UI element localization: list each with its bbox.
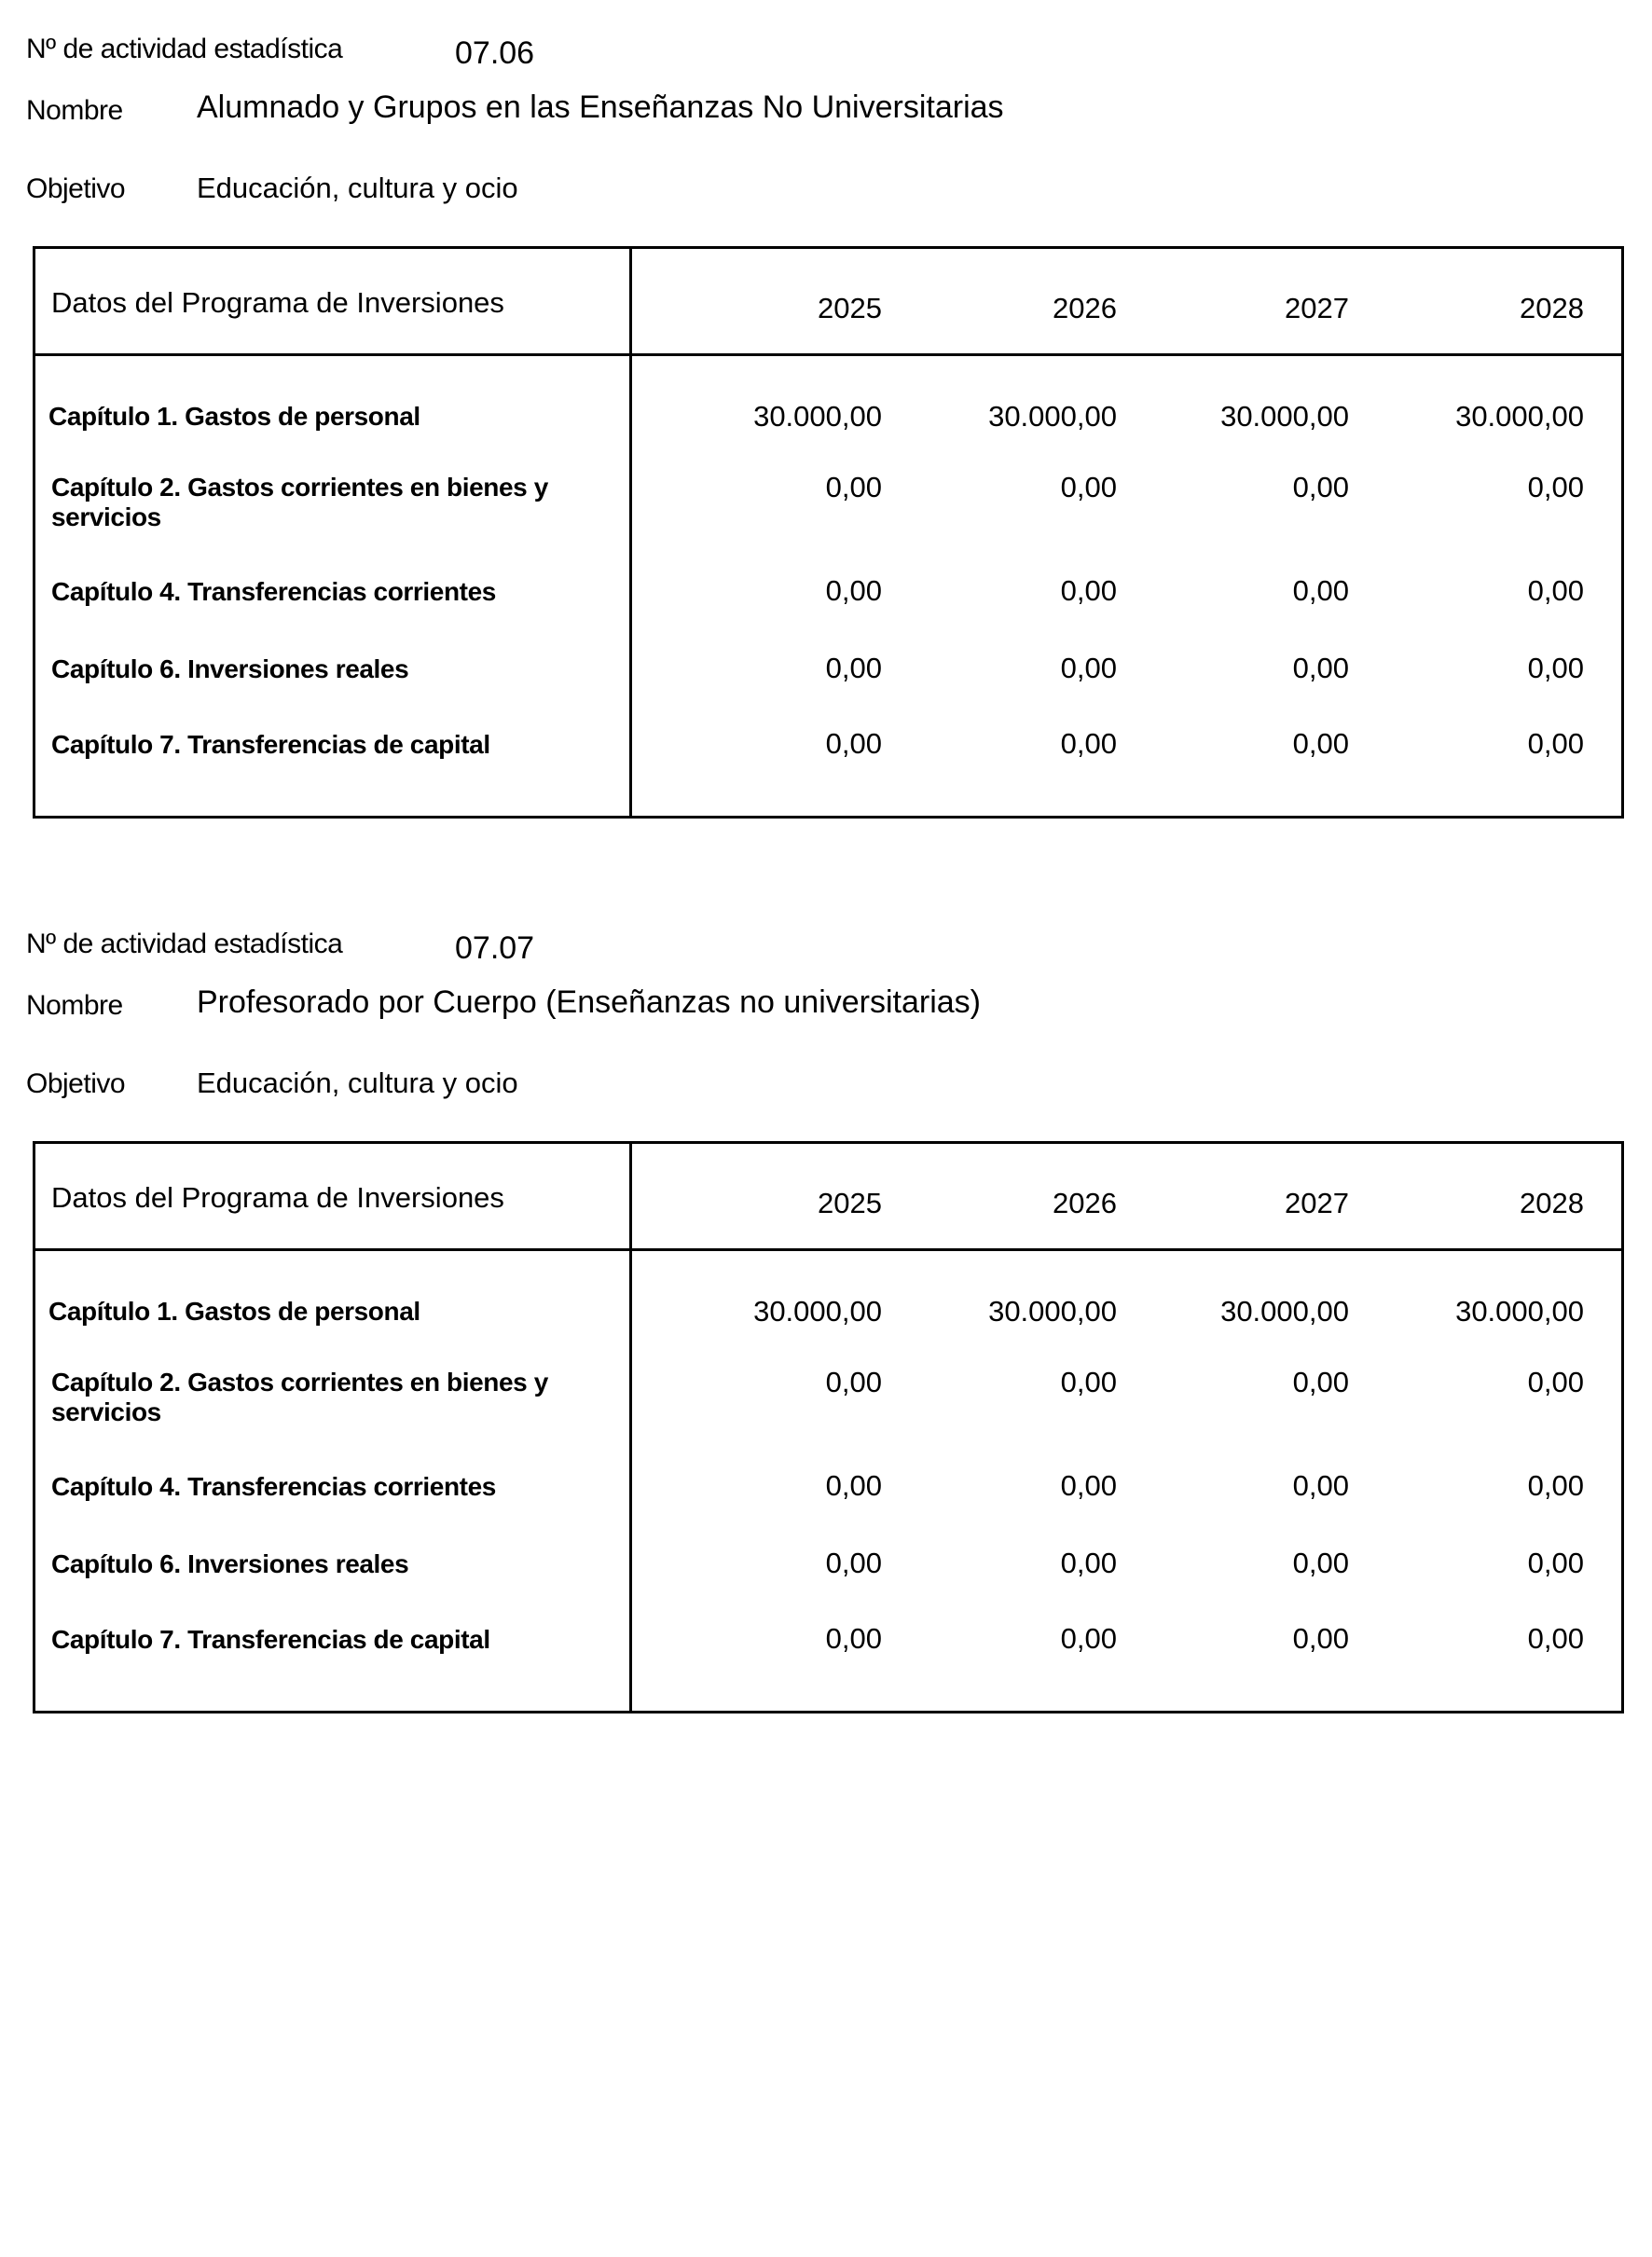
table-row-label: Capítulo 7. Transferencias de capital — [51, 730, 490, 759]
table-cell: 0,00 — [825, 652, 882, 684]
table-cell: 0,00 — [825, 727, 882, 760]
table-header-divider — [35, 353, 1621, 356]
table-row-label: Capítulo 2. Gastos corrientes en bienes y servicios — [51, 473, 548, 531]
table-cell: 0,00 — [1060, 1366, 1117, 1398]
objective-label: Objetivo — [26, 173, 126, 204]
table-cell: 0,00 — [1060, 652, 1117, 684]
table-row-label: Capítulo 6. Inversiones reales — [51, 1549, 409, 1578]
table-cell: 0,00 — [1527, 652, 1584, 684]
year-header: 2028 — [1520, 292, 1584, 324]
objective-label: Objetivo — [26, 1068, 126, 1099]
table-cell: 30.000,00 — [753, 400, 882, 433]
activity-name: Alumnado y Grupos en las Enseñanzas No Universitarias — [197, 89, 1004, 125]
table-cell: 0,00 — [1527, 727, 1584, 760]
table-cell: 0,00 — [1527, 1469, 1584, 1502]
table-cell: 30.000,00 — [988, 1295, 1117, 1328]
activity-number: 07.07 — [455, 930, 535, 966]
table-cell: 0,00 — [1292, 574, 1349, 607]
investment-table — [33, 246, 1624, 819]
activity-name: Profesorado por Cuerpo (Enseñanzas no universitarias) — [197, 984, 982, 1020]
table-cell: 30.000,00 — [988, 400, 1117, 433]
table-cell: 0,00 — [1292, 1469, 1349, 1502]
table-cell: 0,00 — [1527, 1547, 1584, 1579]
table-column-divider — [629, 1144, 632, 1711]
year-header: 2025 — [818, 1187, 882, 1219]
table-cell: 0,00 — [1060, 574, 1117, 607]
table-column-divider — [629, 249, 632, 816]
table-header-title: Datos del Programa de Inversiones — [51, 1181, 504, 1214]
table-cell: 0,00 — [1292, 727, 1349, 760]
activity-section-2 — [0, 895, 1652, 1734]
table-cell: 0,00 — [825, 1547, 882, 1579]
year-header: 2027 — [1285, 292, 1349, 324]
activity-objective: Educación, cultura y ocio — [197, 1067, 518, 1099]
table-cell: 0,00 — [1292, 1622, 1349, 1655]
table-cell: 30.000,00 — [1455, 400, 1584, 433]
year-header: 2027 — [1285, 1187, 1349, 1219]
table-row-label: Capítulo 1. Gastos de personal — [48, 402, 420, 431]
table-cell: 0,00 — [1060, 471, 1117, 503]
table-cell: 30.000,00 — [753, 1295, 882, 1328]
table-cell: 0,00 — [1527, 1622, 1584, 1655]
name-label: Nombre — [26, 95, 123, 126]
table-cell: 0,00 — [825, 1366, 882, 1398]
table-cell: 0,00 — [1292, 1547, 1349, 1579]
table-row-label: Capítulo 7. Transferencias de capital — [51, 1625, 490, 1654]
table-cell: 0,00 — [1060, 1469, 1117, 1502]
table-row-label: Capítulo 1. Gastos de personal — [48, 1297, 420, 1326]
table-cell: 0,00 — [1527, 574, 1584, 607]
table-cell: 0,00 — [1060, 1547, 1117, 1579]
activity-objective: Educación, cultura y ocio — [197, 172, 518, 204]
table-cell: 0,00 — [825, 574, 882, 607]
table-header-title: Datos del Programa de Inversiones — [51, 286, 504, 319]
table-row-label: Capítulo 2. Gastos corrientes en bienes y servicios — [51, 1368, 548, 1426]
activity-section-1 — [0, 0, 1652, 839]
table-row-label: Capítulo 4. Transferencias corrientes — [51, 1472, 496, 1501]
year-header: 2025 — [818, 292, 882, 324]
table-cell: 30.000,00 — [1220, 1295, 1349, 1328]
table-cell: 30.000,00 — [1455, 1295, 1584, 1328]
table-row-label: Capítulo 4. Transferencias corrientes — [51, 577, 496, 606]
table-cell: 0,00 — [1060, 1622, 1117, 1655]
year-header: 2028 — [1520, 1187, 1584, 1219]
name-label: Nombre — [26, 990, 123, 1021]
activity-number: 07.06 — [455, 35, 535, 71]
table-cell: 0,00 — [825, 471, 882, 503]
table-cell: 30.000,00 — [1220, 400, 1349, 433]
year-header: 2026 — [1053, 1187, 1117, 1219]
table-cell: 0,00 — [1292, 1366, 1349, 1398]
table-header-divider — [35, 1248, 1621, 1251]
table-cell: 0,00 — [1527, 1366, 1584, 1398]
table-cell: 0,00 — [1292, 471, 1349, 503]
activity-number-label: Nº de actividad estadística — [26, 929, 343, 959]
table-cell: 0,00 — [825, 1622, 882, 1655]
table-cell: 0,00 — [1060, 727, 1117, 760]
activity-number-label: Nº de actividad estadística — [26, 34, 343, 64]
table-cell: 0,00 — [1527, 471, 1584, 503]
table-cell: 0,00 — [825, 1469, 882, 1502]
year-header: 2026 — [1053, 292, 1117, 324]
investment-table — [33, 1141, 1624, 1713]
table-cell: 0,00 — [1292, 652, 1349, 684]
table-row-label: Capítulo 6. Inversiones reales — [51, 654, 409, 683]
